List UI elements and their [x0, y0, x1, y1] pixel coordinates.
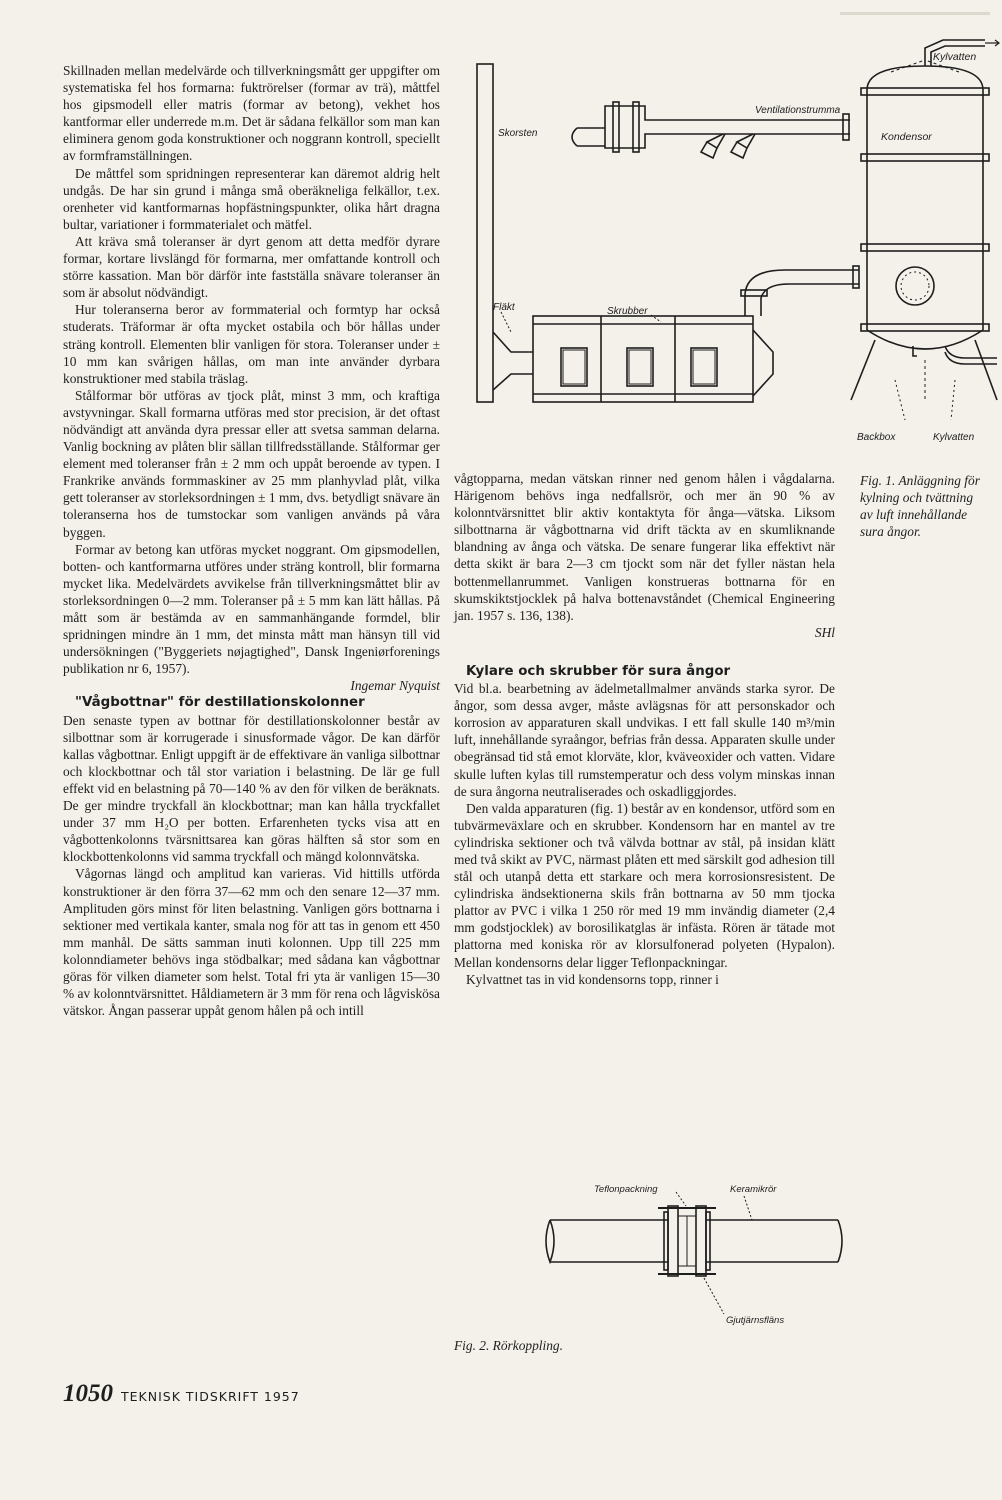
- label-kondensor: Kondensor: [881, 131, 932, 143]
- paragraph: vågtopparna, medan vätskan rinner ned genom hålen i vågdalarna. Härigenom behövs inga nedfallsrör, och mer än 90 % av kolonntvärsnittet blir aktiv kontaktyta för ånga—vätska. Liksom silbottnarna är vågbottnarna vid drift täckta av en skumliknande blandning av ånga och vätska. De senare fungerar lika effektivt när detta skikt är bara 2—3 cm tjockt som när det fyller nästan hela bottenmellanrummet. Vanligen konstrueras bottnarna för en skumskiktstjocklek på halva bottenavståndet (Chemical Engineering jan. 1957 s. 136, 138).: [454, 471, 835, 623]
- left-column: [63, 62, 440, 1019]
- figure-2-diagram: [540, 1182, 860, 1332]
- paragraph: Formar av betong kan utföras mycket noggrant. Om gipsmodellen, botten- och kantformarna utföres under sträng kontroll, blir formarna mycket lika. Medelvärdets avvikelse från tillverkningsmåttet blir av storleksordningen 0—2 mm. Toleranser på ± 5 mm kan lätt hållas. På mått som är bestämda av en sammanhängande formdel, blir spridningen mindre än 1 mm, det minsta mått man hänsyn till vid undersökningen ("Byggeriets nøjagtighed", Dansk Ingeniørforenings publikation nr 6, 1957).: [63, 541, 440, 677]
- figure-1-caption: Fig. 1. Anläggning för kylning och tvättning av luft innehållande sura ångor.: [860, 473, 980, 539]
- label-gjutjarnsflans: Gjutjärnsfläns: [726, 1315, 785, 1326]
- scan-edge: [840, 12, 990, 15]
- journal-title: TEKNISK TIDSKRIFT 1957: [121, 1389, 300, 1404]
- label-skorsten: Skorsten: [498, 128, 538, 139]
- label-keramikror: Keramikrör: [730, 1184, 777, 1195]
- paragraph: Den valda apparaturen (fig. 1) består av en kondensor, utförd som en tubvärmeväxlare och en skrubber. Kondensorn har en mantel av tre cylindriska sektioner och två välvda bottnar av stål, på insidan klätt med två skikt av PVC, närmast plåten ett med särskilt god adhesion till stål och utanpå detta ett starkare och mera korrosionsresistent. De cylindriska ändsektionerna skils från bottnarna av 50 mm tjocka plattor av PVC i vilka 1 250 rör med 19 mm invändig diameter (2,4 mm godstjocklek) av borosilikatglas är infästa. Rören är tätade mot plattorna med koniska rör av klorsulfonerad polyeten (Hypalon). Mellan kondensorns delar ligger Teflonpackningar.: [454, 800, 835, 970]
- paragraph: Kylvattnet tas in vid kondensorns topp, rinner i: [466, 971, 719, 987]
- chimney: [477, 64, 493, 402]
- paragraph: Den senaste typen av bottnar för destillationskolonner består av silbottnar som är korrugerade i sinusformade vågor. De kan därför kallas vågbottnar. Enligt uppgift är de effektivare än vanliga silbottnar och klockbottnar och tål stor variation i belastning. De lär ge full effekt vid en belastning på 70—140 % av den för vilken de beräknats. De ger mindre tryckfall än klockbottnar; man kan hålla tryckfallet under 37 mm H₂O per botten. Erfarenheten tycks visa att en vågbottenkolonns tvärsnittsarea kan göras hälften så stor som en klockbottenkolonns vid samma tryckfall och mängd kolonnvätska.: [63, 712, 440, 865]
- paragraph: Vid bl.a. bearbetning av ädelmetallmalmer används starka syror. De ångor, som dessa avger, måste avlägsnas för att personskador och korrosion av apparaturen skall undvikas. I ett fall skulle 140 m³/min luft, innehållande syraångor, befrias från dessa. Apparaten skulle under obegränsad tid stå emot klorväte, klor, kväveoxider och vatten. Vidare skulle luften kylas till rumstemperatur och dess volym minskas innan de sura ångorna neutraliserades och oskadliggjordes.: [454, 681, 835, 799]
- figure-2-caption: Fig. 2. Rörkoppling.: [454, 1338, 563, 1353]
- paragraph: Skillnaden mellan medelvärde och tillverkningsmått ger uppgifter om systematiska fel hos formarna: fuktrörelser (formar av trä), måttfel hos gipsmodell eller matris (formar av betong), vekhet hos kantformar eller underrede m.m. Det är sådana felkällor som man kan eliminera genom goda konstruktioner och noggrann kontroll, speciellt av formframställningen.: [63, 63, 440, 164]
- label-teflonpackning: Teflonpackning: [594, 1184, 658, 1195]
- right-column: [454, 470, 835, 988]
- section-heading: Kylare och skrubber för sura ångor: [466, 663, 731, 679]
- author-signature: SHl: [814, 624, 835, 640]
- paragraph: De måttfel som spridningen representerar kan däremot aldrig helt undgås. De har sin grund i många små oberäkneliga felkällor, t.ex. orenheter vid kantformarnas hopfästningspunkter, olika hårt dragna bultar, variationer i formmaterialet och mätfel.: [63, 165, 440, 232]
- paragraph: Hur toleranserna beror av formmaterial och formtyp har också studerats. Träformar är ofta mycket ostabila och bör hållas under sträng kontroll. Elementen blir vanligen för stora. Toleranser under ± 10 mm kan svårigen hållas, om man inte använder dyrbara konstruktioner med stabila träslag.: [63, 302, 440, 386]
- label-ventilationstrumma: Ventilationstrumma: [755, 105, 841, 116]
- label-kylvatten-top: Kylvatten: [933, 51, 977, 63]
- page-footer: [63, 1380, 300, 1408]
- paragraph: Vågornas längd och amplitud kan varieras. Vid hittills utförda konstruktioner är den förra 37—62 mm och den senare 12—37 mm. Amplituden görs minst för liten belastning. Vanligen görs bottnarna i sektioner med vertikala kanter, smala nog för att tas in genom ett 450 mm manhål. De sätts samman inuti kolonnen. Upp till 225 mm kolonndiameter behövs inga stödbalkar; med sådana kan vågbottnar göras för vilken diameter som helst. Total fri yta är vanligen 15—30 % av kolonntvärsnittet. Håldiametern är 3 mm för rena och lågviskösa vätskor. Ångan passerar uppåt genom hålen på och intill: [63, 866, 440, 1019]
- figure-1-diagram: [455, 30, 1000, 443]
- label-flakt: Fläkt: [493, 302, 515, 313]
- section-heading: "Vågbottnar" för destillationskolonner: [75, 695, 365, 711]
- page-number: 1050: [63, 1380, 113, 1407]
- author-signature: Ingemar Nyquist: [350, 678, 440, 694]
- label-backbox: Backbox: [857, 432, 896, 443]
- label-kylvatten-bottom: Kylvatten: [933, 432, 975, 443]
- paragraph: Att kräva små toleranser är dyrt genom att detta medför dyrare formar, kortare livslängd för formarna, mer omfattande kontroll och större kassation. Man bör därför inte fastställa snävare toleranser än som är absolut nödvändigt.: [63, 233, 440, 301]
- label-skrubber: Skrubber: [607, 306, 648, 317]
- paragraph: Stålformar bör utföras av tjock plåt, minst 3 mm, och kraftiga avstyvningar. Skall formarna utföras med stor precision, är det oftast nödvändigt att använda dyra pressar eller att svetsa samman delarna. Vanlig bockning av plåten blir sällan tillfredsställande. Stålformar ger element med toleranser från ± 2 mm och uppåt beroende av typen. I Frankrike används formmaskiner av 25 mm planhyvlad plåt, vilka gett toleranser av storleksordningen ± 1 mm, dvs. betydligt snävare än toleranserna hos de tumstockar som vanligen används på våra byggen.: [63, 387, 440, 540]
- scrubber-housing: [533, 316, 753, 402]
